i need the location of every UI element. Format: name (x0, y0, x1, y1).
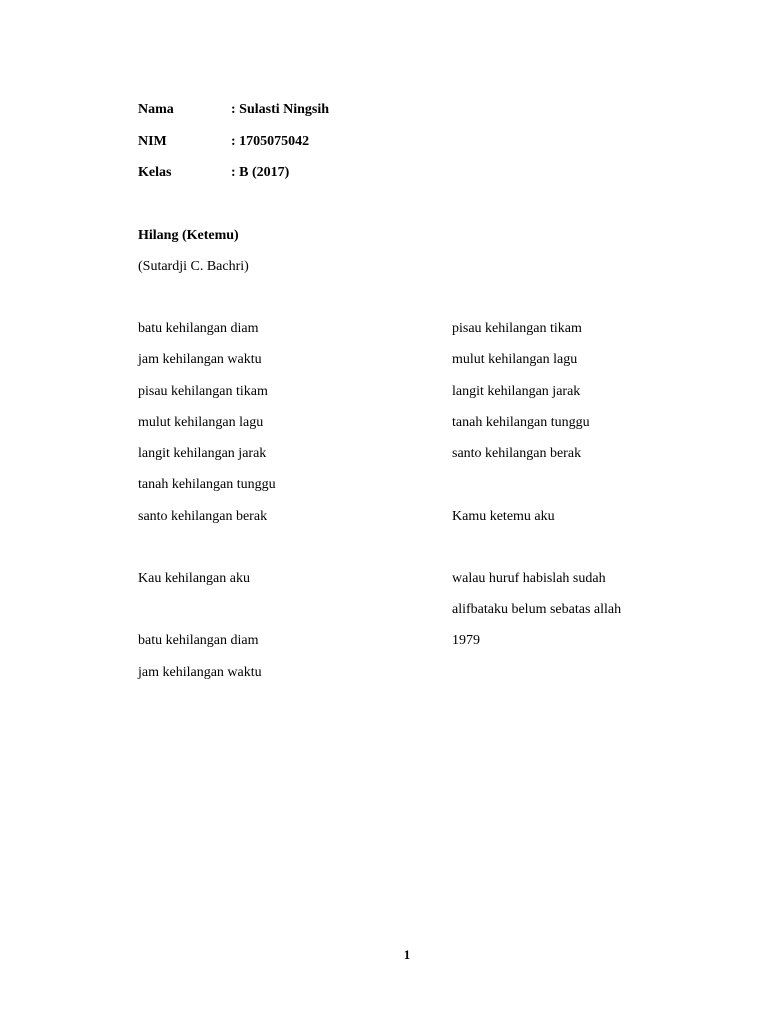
poem-left-line: batu kehilangan diam (138, 633, 259, 648)
poem-left-line: tanah kehilangan tunggu (138, 477, 276, 492)
poem-right-line: Kamu ketemu aku (452, 509, 555, 524)
poem-right-line: tanah kehilangan tunggu (452, 415, 590, 430)
poem-right-line: 1979 (452, 633, 480, 648)
poem-title: Hilang (Ketemu) (138, 228, 239, 243)
name-value: : Sulasti Ningsih (231, 102, 330, 117)
page-number: 1 (403, 947, 411, 962)
poem-left-line: langit kehilangan jarak (138, 446, 267, 461)
poem-right-line: pisau kehilangan tikam (452, 321, 582, 336)
poem-left-line: santo kehilangan berak (138, 509, 268, 524)
poem-left-line: mulut kehilangan lagu (138, 415, 264, 430)
poem-left-line: batu kehilangan diam (138, 321, 259, 336)
poem-left-line: pisau kehilangan tikam (138, 384, 268, 399)
poem-right-line: santo kehilangan berak (452, 446, 582, 461)
poem-author: (Sutardji C. Bachri) (138, 259, 249, 274)
poem-right-line: langit kehilangan jarak (452, 384, 581, 399)
poem-right-line: alifbataku belum sebatas allah (452, 602, 622, 617)
poem-right-line: walau huruf habislah sudah (452, 571, 606, 586)
poem-right-line: mulut kehilangan lagu (452, 352, 578, 367)
name-label: Nama (138, 102, 174, 117)
poem-left-line: jam kehilangan waktu (138, 352, 262, 367)
class-label: Kelas (138, 165, 172, 180)
nim-label: NIM (138, 134, 167, 149)
poem-left-line: Kau kehilangan aku (138, 571, 250, 586)
class-value: : B (2017) (231, 165, 290, 180)
nim-value: : 1705075042 (231, 134, 310, 149)
poem-left-line: jam kehilangan waktu (138, 665, 262, 680)
